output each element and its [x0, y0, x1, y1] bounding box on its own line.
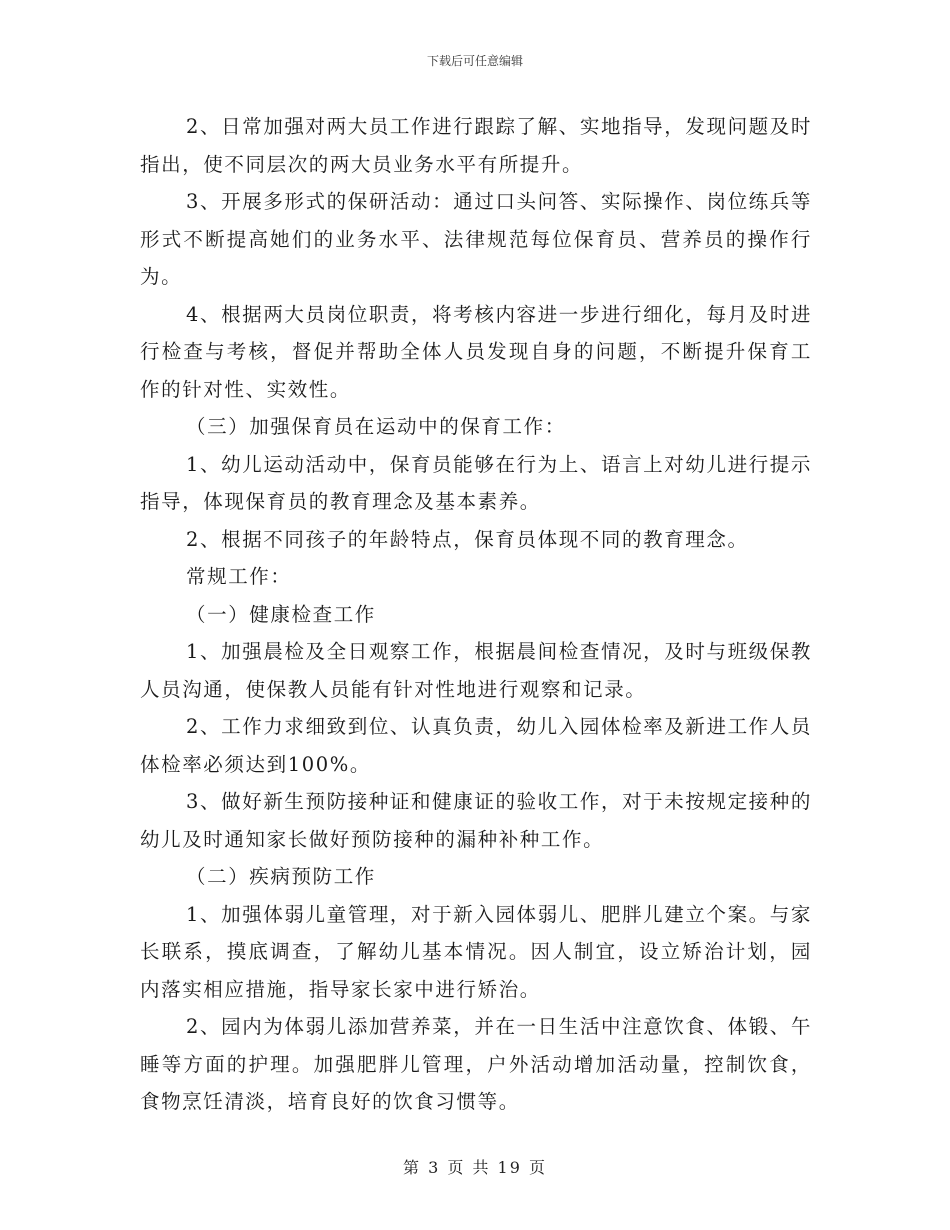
paragraph-morning-check: 1、加强晨检及全日观察工作，根据晨间检查情况，及时与班级保教人员沟通，使保教人员能有针对性地进行观察和记录。	[140, 640, 812, 701]
page-number: 第 3 页 共 19 页	[403, 1158, 547, 1177]
paragraph-assessment: 4、根据两大员岗位职责，将考核内容进一步进行细化，每月及时进行检查与考核，督促并帮助全体人员发现自身的问题，不断提升保育工作的针对性、实效性。	[140, 302, 812, 401]
paragraph-vaccination: 3、做好新生预防接种证和健康证的验收工作，对于未按规定接种的幼儿及时通知家长做好预防接种的漏种补种工作。	[140, 790, 812, 851]
document-body	[140, 108, 812, 1121]
paragraph-sports-guidance: 1、幼儿运动活动中，保育员能够在行为上、语言上对幼儿进行提示指导，体现保育员的教育理念及基本素养。	[140, 452, 812, 513]
paragraph-nutrition: 2、园内为体弱儿添加营养菜，并在一日生活中注意饮食、体锻、午睡等方面的护理。加强肥胖儿管理，户外活动增加活动量，控制饮食，食物烹饪清淡，培育良好的饮食习惯等。	[140, 1015, 812, 1113]
paragraph-weak-children: 1、加强体弱儿童管理，对于新入园体弱儿、肥胖儿建立个案。与家长联系，摸底调查，了解幼儿基本情况。因人制宜，设立矫治计划，园内落实相应措施，指导家长家中进行矫治。	[140, 902, 812, 1001]
section-heading-disease-prevention: （二）疾病预防工作	[186, 865, 376, 888]
paragraph-physical-exam-rate: 2、工作力求细致到位、认真负责，幼儿入园体检率及新进工作人员体检率必须达到100%。	[140, 715, 812, 776]
section-heading-sports-care: （三）加强保育员在运动中的保育工作：	[186, 415, 566, 438]
section-heading-routine-work: 常规工作：	[186, 565, 292, 588]
paragraph-age-characteristics: 2、根据不同孩子的年龄特点，保育员体现不同的教育理念。	[186, 527, 749, 551]
paragraph-daily-tracking: 2、日常加强对两大员工作进行跟踪了解、实地指导，发现问题及时指出，使不同层次的两大员业务水平有所提升。	[140, 115, 812, 176]
section-heading-health-check: （一）健康检查工作	[186, 602, 376, 626]
page-header-note: 下载后可任意编辑	[426, 54, 523, 68]
paragraph-training-activities: 3、开展多形式的保研活动：通过口头问答、实际操作、岗位练兵等形式不断提高她们的业务水平、法律规范每位保育员、营养员的操作行为。	[140, 190, 812, 288]
